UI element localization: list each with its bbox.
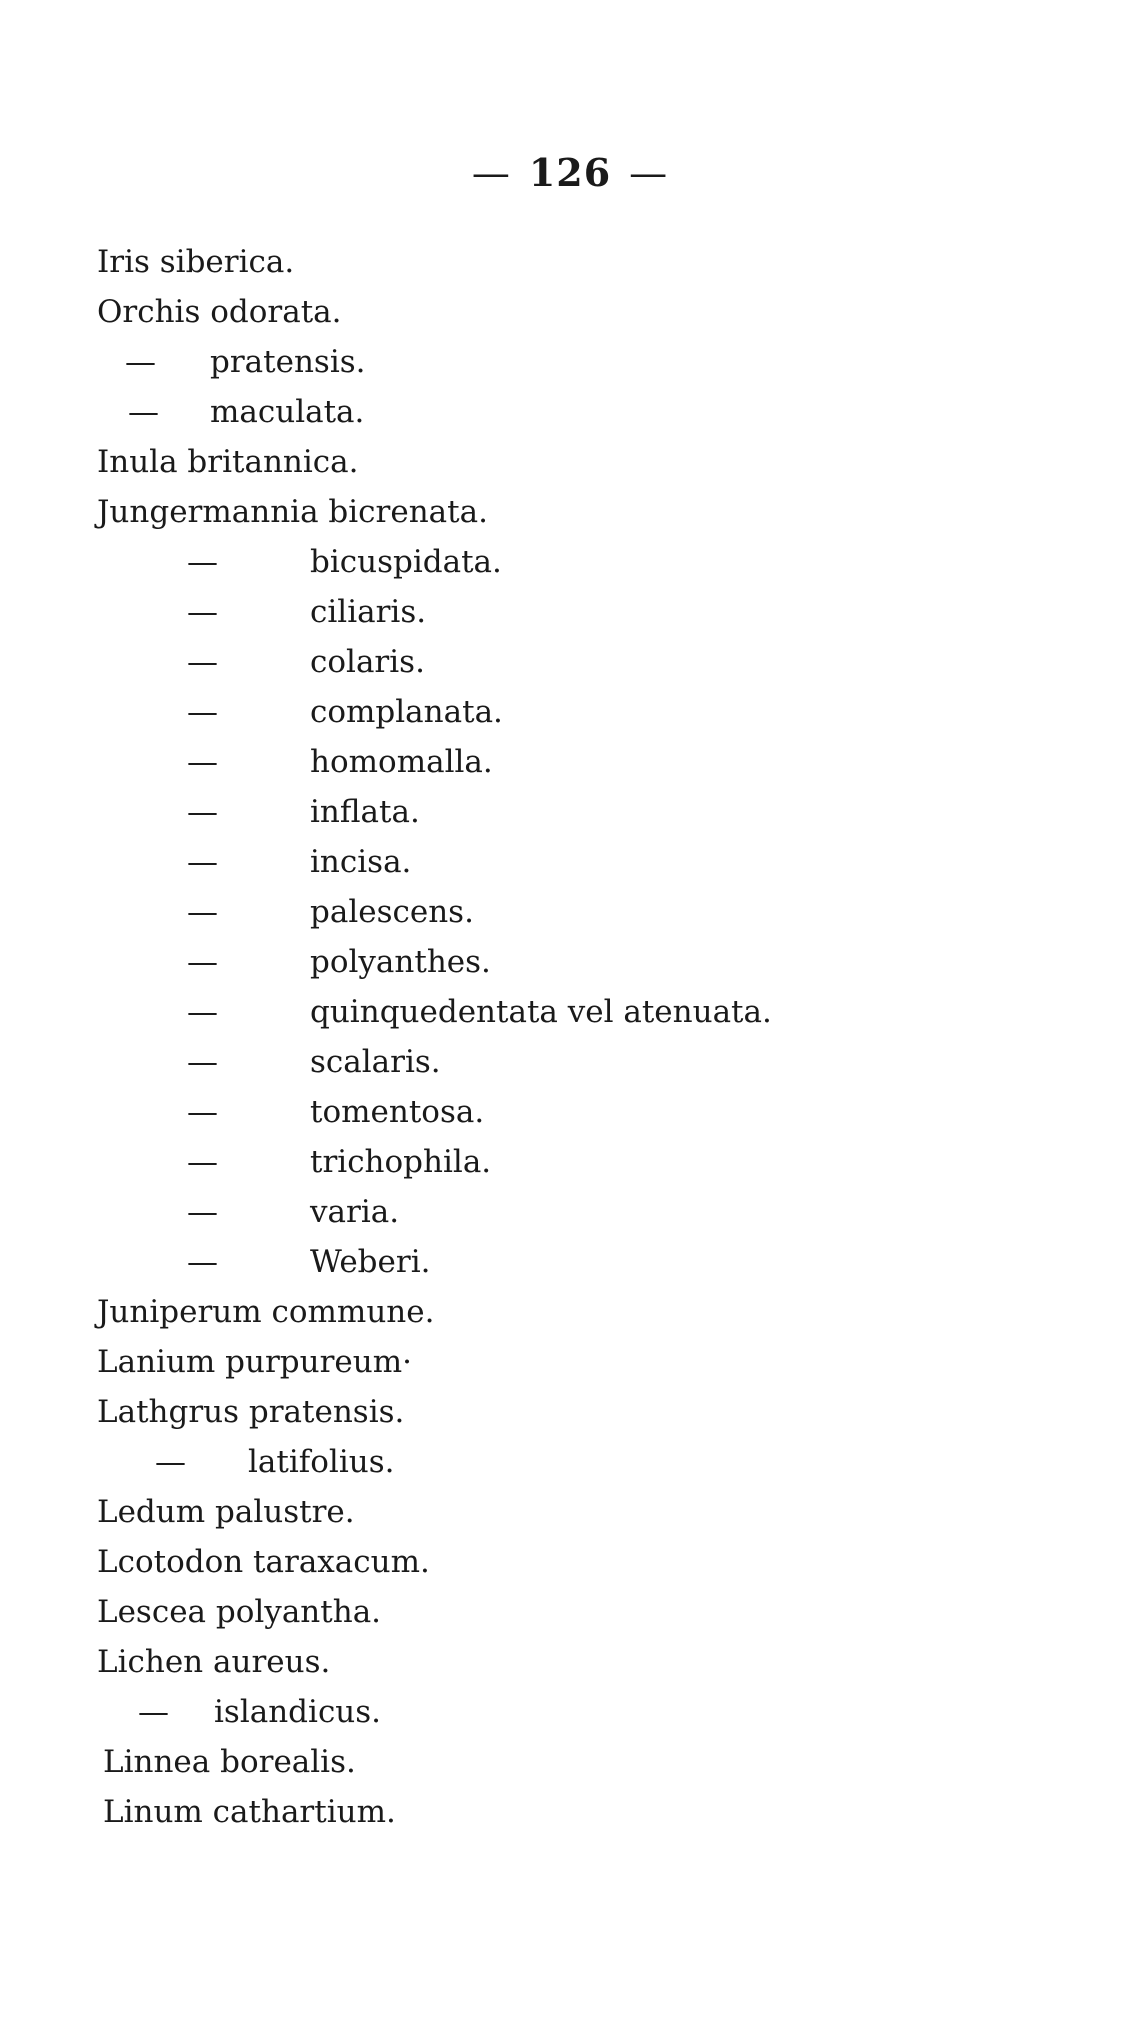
entry-text: Lichen aureus. xyxy=(97,1644,331,1680)
ditto-dash: — xyxy=(128,394,159,430)
page-number-dash-left: — xyxy=(471,151,511,195)
ditto-dash: — xyxy=(187,744,218,780)
ditto-dash: — xyxy=(187,844,218,880)
entry-text: colaris. xyxy=(310,644,425,680)
ditto-dash: — xyxy=(187,944,218,980)
ditto-dash: — xyxy=(187,694,218,730)
entry-text: maculata. xyxy=(210,394,365,430)
entry-text: Iris siberica. xyxy=(97,244,295,280)
ditto-dash: — xyxy=(187,544,218,580)
entry-text: tomentosa. xyxy=(310,1094,485,1130)
ditto-dash: — xyxy=(187,1094,218,1130)
entry-text: quinquedentata vel atenuata. xyxy=(310,994,772,1030)
entry-text: incisa. xyxy=(310,844,412,880)
entry-text: complanata. xyxy=(310,694,503,730)
entry-text: latifolius. xyxy=(248,1444,395,1480)
ditto-dash: — xyxy=(125,344,156,380)
ditto-dash: — xyxy=(187,644,218,680)
ditto-dash: — xyxy=(187,794,218,830)
entry-text: Ledum palustre. xyxy=(97,1494,355,1530)
ditto-dash: — xyxy=(138,1694,169,1730)
ditto-dash: — xyxy=(187,1044,218,1080)
entry-text: Juniperum commune. xyxy=(97,1294,435,1330)
entry-text: inflata. xyxy=(310,794,420,830)
entry-text: Lescea polyantha. xyxy=(97,1594,382,1630)
entry-text: pratensis. xyxy=(210,344,366,380)
entry-text: bicuspidata. xyxy=(310,544,502,580)
entry-text: ciliaris. xyxy=(310,594,427,630)
page-number-value: 126 xyxy=(528,150,612,195)
entry-text: Lathgrus pratensis. xyxy=(97,1394,405,1430)
entry-text: Lanium purpureum· xyxy=(97,1344,412,1380)
entry-text: Inula britannica. xyxy=(97,444,359,480)
entry-text: palescens. xyxy=(310,894,474,930)
entry-text: homomalla. xyxy=(310,744,493,780)
ditto-dash: — xyxy=(187,1194,218,1230)
entry-text: Lcotodon taraxacum. xyxy=(97,1544,430,1580)
ditto-dash: — xyxy=(187,1144,218,1180)
ditto-dash: — xyxy=(187,894,218,930)
entry-text: varia. xyxy=(310,1194,400,1230)
entry-text: Linnea borealis. xyxy=(103,1744,356,1780)
ditto-dash: — xyxy=(155,1444,186,1480)
entry-text: Linum cathartium. xyxy=(103,1794,396,1830)
entry-text: scalaris. xyxy=(310,1044,441,1080)
entry-text: Orchis odorata. xyxy=(97,294,342,330)
entry-text: islandicus. xyxy=(214,1694,382,1730)
entry-text: polyanthes. xyxy=(310,944,491,980)
ditto-dash: — xyxy=(187,994,218,1030)
ditto-dash: — xyxy=(187,594,218,630)
entry-text: Jungermannia bicrenata. xyxy=(97,494,488,530)
entry-text: Weberi. xyxy=(310,1244,431,1280)
ditto-dash: — xyxy=(187,1244,218,1280)
page-number-dash-right: — xyxy=(629,151,669,195)
entry-text: trichophila. xyxy=(310,1144,492,1180)
